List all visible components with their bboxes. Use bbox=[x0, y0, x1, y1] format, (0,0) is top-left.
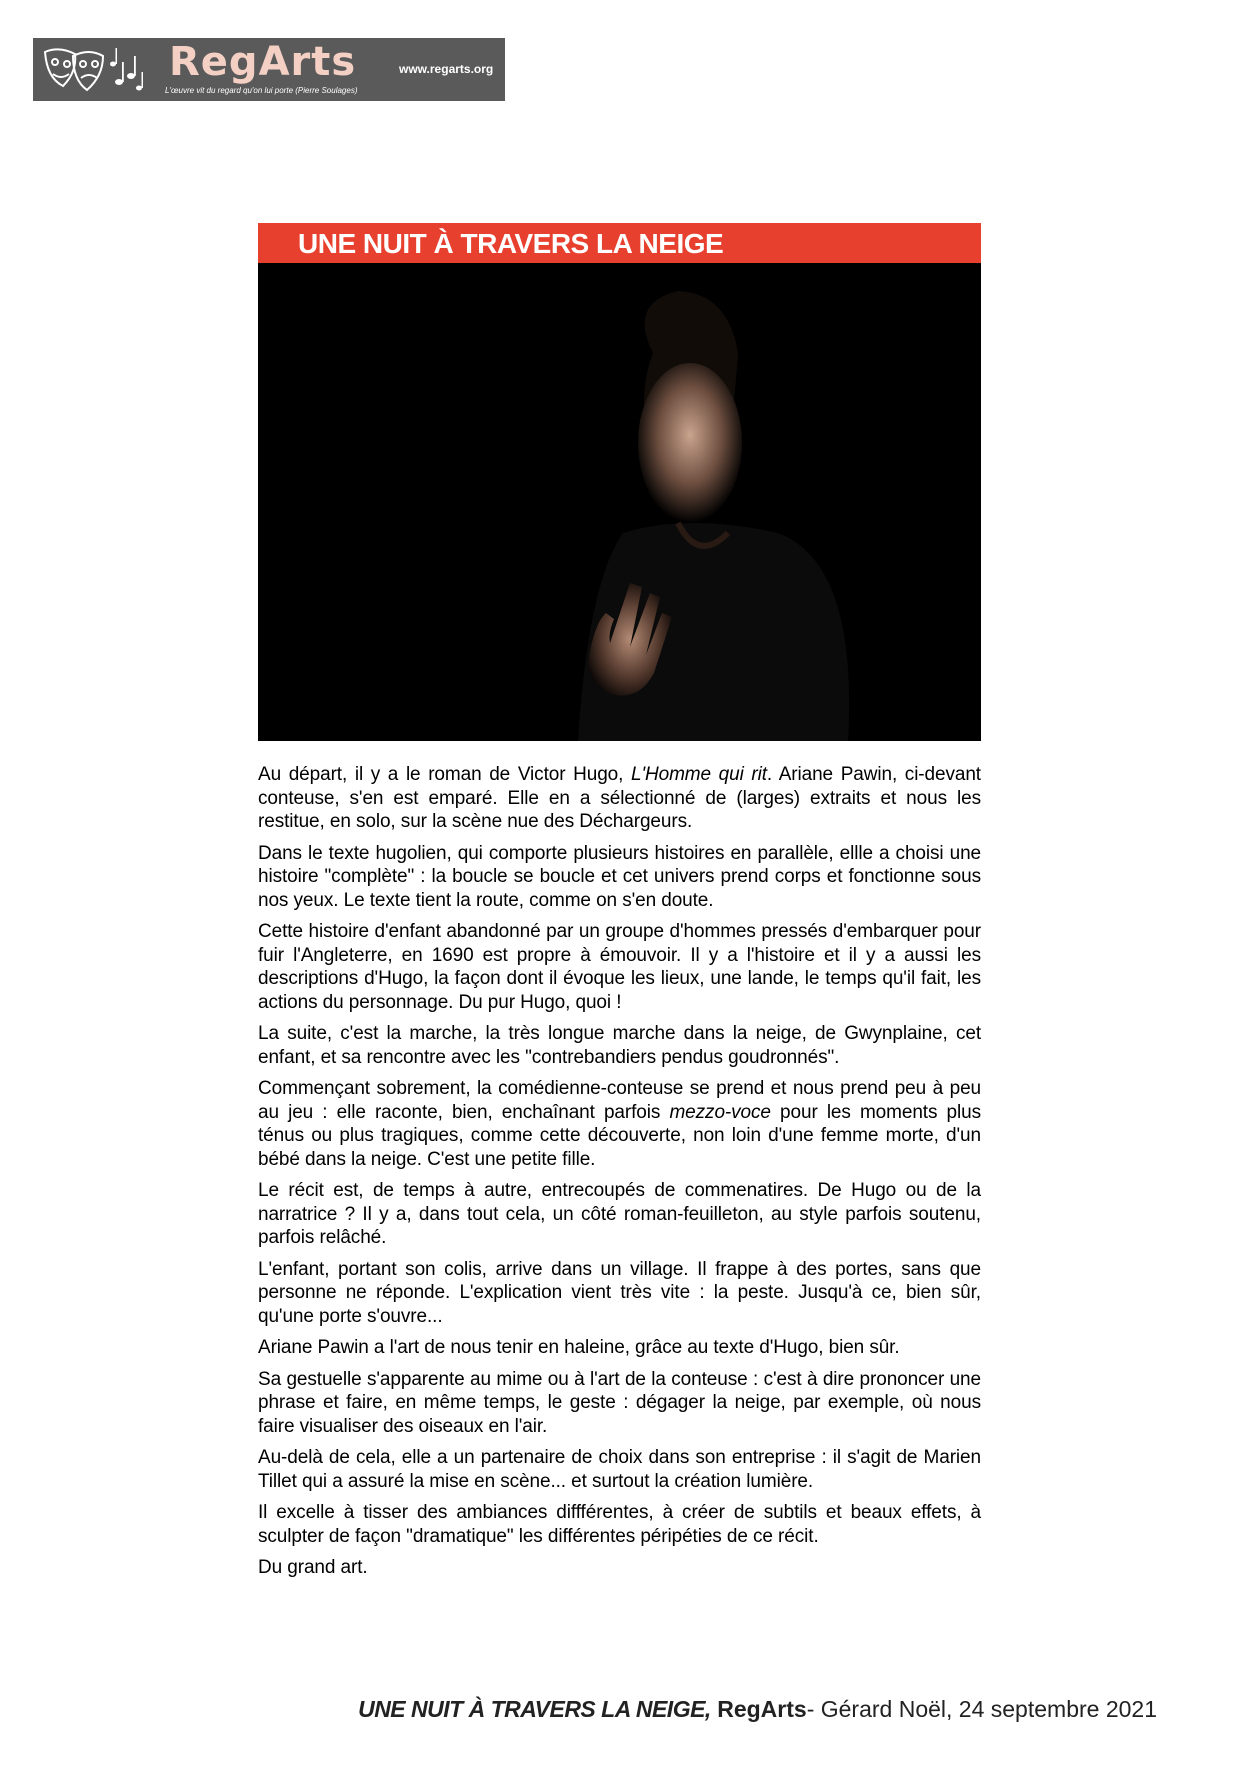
paragraph-text: Ariane Pawin a l'art de nous tenir en haleine, grâce au texte d'Hugo, bien sûr. bbox=[258, 1337, 900, 1358]
paragraph-text: Sa gestuelle s'apparente au mime ou à l'art de la conteuse : c'est à dire prononcer une phrase et faire, en même temps, le geste : dégager la neige, par exemple, où nous faire visualiser des oiseaux en l'air. bbox=[258, 1368, 981, 1437]
article-paragraph bbox=[258, 1501, 981, 1548]
footer-author-date: - Gérard Noël, 24 septembre 2021 bbox=[806, 1696, 1157, 1722]
paragraph-text: Au départ, il y a le roman de Victor Hugo, bbox=[258, 764, 631, 785]
article-paragraph bbox=[258, 920, 981, 1014]
paragraph-text: Commençant sobrement, la comédienne-conteuse se prend et nous prend peu à peu au jeu : elle raconte, bien, enchaînant parfois bbox=[258, 1078, 981, 1123]
paragraph-text: Au-delà de cela, elle a un partenaire de choix dans son entreprise : il s'agit de Marien Tillet qui a assuré la mise en scène... et surtout la création lumière. bbox=[258, 1447, 981, 1492]
italic-title: mezzo-voce bbox=[669, 1101, 771, 1123]
paragraph-text: Le récit est, de temps à autre, entrecoupés de commenatires. De Hugo ou de la narratrice ? Il y a, dans tout cela, un côté roman-feuilleton, au style parfois soutenu, parfois relâché. bbox=[258, 1180, 981, 1248]
footer-credit bbox=[358, 1696, 1157, 1723]
logo-tagline: L'œuvre vit du regard qu'on lui porte (Pierre Soulages) bbox=[165, 86, 358, 95]
paragraph-text: La suite, c'est la marche, la très longue marche dans la neige, de Gwynplaine, cet enfant, et sa rencontre avec les "contrebandiers pendus goudronnés". bbox=[258, 1023, 981, 1068]
regarts-logo bbox=[33, 38, 505, 101]
article-paragraph bbox=[258, 1368, 981, 1439]
article-paragraph bbox=[258, 1336, 981, 1360]
article-paragraph bbox=[258, 1179, 981, 1250]
article-paragraph bbox=[258, 1077, 981, 1171]
paragraph-text: Dans le texte hugolien, qui comporte plusieurs histoires en parallèle, ellle a choisi une histoire "complète" : la boucle se boucle et cet univers prend corps et fonctionne sous nos yeux. Le texte tient la route, comme on s'en doute. bbox=[258, 842, 981, 911]
article-paragraph bbox=[258, 763, 981, 834]
article-paragraph bbox=[258, 842, 981, 913]
article-paragraph bbox=[258, 1258, 981, 1329]
performer-photo bbox=[258, 263, 981, 741]
paragraph-text: L'enfant, portant son colis, arrive dans un village. Il frappe à des portes, sans que personne ne réponde. L'explication vient très vite : la peste. Jusqu'à ce, bien sûr, qu'une porte s'ouvre... bbox=[258, 1258, 981, 1327]
footer-site: RegArts bbox=[717, 1696, 807, 1722]
paragraph-text: pour les moments plus ténus ou plus tragiques, comme cette découverte, non loin d'une femme morte, d'un bébé dans la neige. C'est une petite fille. bbox=[258, 1101, 981, 1170]
logo-title: RegArts bbox=[169, 39, 357, 85]
italic-title: L'Homme qui rit bbox=[630, 764, 767, 785]
paragraph-text: Cette histoire d'enfant abandonné par un groupe d'hommes pressés d'embarquer pour fuir l'Angleterre, en 1690 est propre à émouvoir. Il y a l'histoire et il y a aussi les descriptions d'Hugo, la façon dont il évoque les lieux, une lande, le temps qu'il fait, les actions du personnage. Du pur Hugo, quoi ! bbox=[258, 921, 981, 1013]
paragraph-text: . Ariane Pawin, ci-devant conteuse, s'en est emparé. Elle en a sélectionné de (larges) extraits et nous les restitue, en solo, sur la scène nue des Déchargeurs. bbox=[258, 764, 981, 832]
paragraph-text: Du grand art. bbox=[258, 1557, 368, 1578]
logo-url[interactable]: www.regarts.org bbox=[399, 62, 494, 76]
article-paragraph bbox=[258, 1446, 981, 1493]
article-paragraph bbox=[258, 1556, 981, 1580]
article bbox=[258, 223, 981, 1588]
article-paragraph bbox=[258, 1022, 981, 1069]
article-body bbox=[258, 763, 981, 1580]
article-banner-title: UNE NUIT À TRAVERS LA NEIGE bbox=[258, 223, 981, 263]
footer-title: UNE NUIT À TRAVERS LA NEIGE, bbox=[358, 1696, 711, 1722]
paragraph-text: Il excelle à tisser des ambiances diffférentes, à créer de subtils et beaux effets, à sculpter de façon "dramatique" les différentes péripéties de ce récit. bbox=[258, 1502, 981, 1547]
